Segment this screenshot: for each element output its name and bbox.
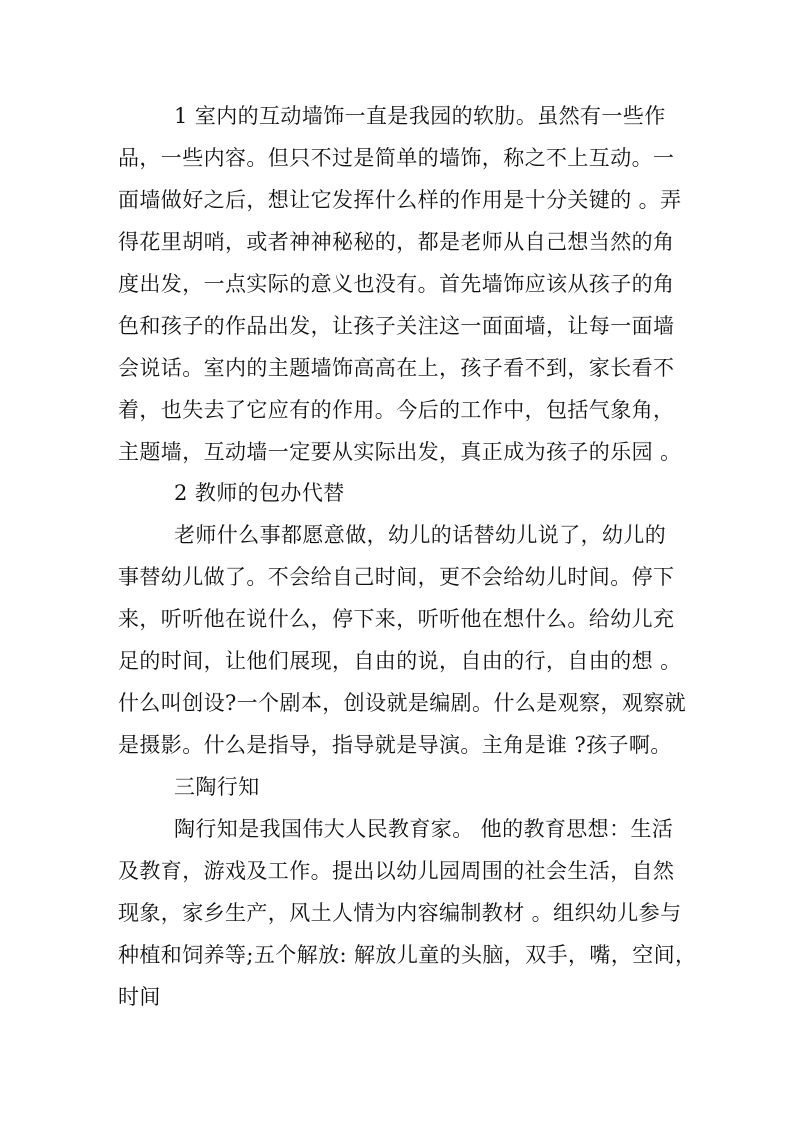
- section2-line-2: 事替幼儿做了。不会给自己时间，更不会给幼儿时间。停下: [118, 565, 675, 589]
- section3-line-2: 及教育，游戏及工作。提出以幼儿园周围的社会生活，自然: [118, 859, 675, 883]
- section2-heading: 2 教师的包办代替: [174, 481, 345, 505]
- section3-line-1: 陶行知是我国伟大人民教育家。 他的教育思想：生活: [174, 817, 674, 841]
- section1-line-8: 着，也失去了它应有的作用。今后的工作中，包括气象角，: [118, 398, 675, 422]
- section3-heading: 三陶行知: [174, 775, 260, 799]
- section1-line-1: 1 室内的互动墙饰一直是我园的软肋。虽然有一些作: [174, 104, 666, 128]
- section1-line-2: 品，一些内容。但只不过是简单的墙饰，称之不上互动。一: [118, 146, 675, 170]
- section1-line-6: 色和孩子的作品出发，让孩子关注这一面面墙，让每一面墙: [118, 314, 675, 338]
- section2-line-6: 是摄影。什么是指导，指导就是导演。主角是谁 ?孩子啊。: [118, 733, 672, 757]
- section2-line-4: 足的时间，让他们展现，自由的说，自由的行，自由的想 。: [118, 649, 682, 673]
- section1-line-9: 主题墙，互动墙一定要从实际出发，真正成为孩子的乐园 。: [118, 440, 682, 464]
- section3-line-4: 种植和饲养等;五个解放: 解放儿童的头脑，双手，嘴，空间，: [118, 943, 697, 967]
- section2-line-1: 老师什么事都愿意做，幼儿的话替幼儿说了，幼儿的: [174, 523, 667, 547]
- section1-line-5: 度出发，一点实际的意义也没有。首先墙饰应该从孩子的角: [118, 272, 675, 296]
- section1-line-7: 会说话。室内的主题墙饰高高在上，孩子看不到，家长看不: [118, 356, 675, 380]
- section1-line-3: 面墙做好之后，想让它发挥什么样的作用是十分关键的 。弄: [118, 188, 682, 212]
- section1-line-4: 得花里胡哨，或者神神秘秘的，都是老师从自己想当然的角: [118, 230, 675, 254]
- section2-line-3: 来，听听他在说什么，停下来，听听他在想什么。给幼儿充: [118, 607, 675, 631]
- section2-line-5: 什么叫创设?一个剧本，创设就是编剧。什么是观察，观察就: [118, 691, 687, 715]
- section3-line-5: 时间: [118, 985, 161, 1009]
- section3-line-3: 现象，家乡生产，风土人情为内容编制教材 。组织幼儿参与: [118, 901, 682, 925]
